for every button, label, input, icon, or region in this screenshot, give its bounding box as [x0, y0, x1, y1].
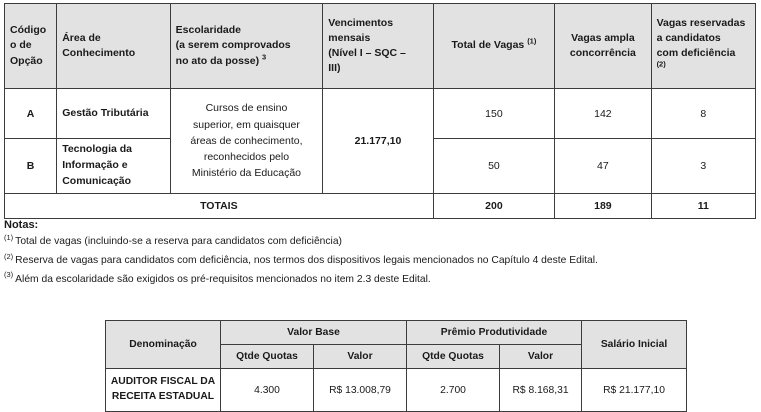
header-line: mensais [328, 31, 371, 44]
cell-ampla-b: 47 [555, 139, 651, 194]
cell-base-valor: R$ 13.008,79 [314, 369, 407, 412]
note-text-2: Reserva de vagas para candidatos com deficiência, nos termos dos dispositivos legais mencionados no Capítulo 4 deste Edital. [15, 255, 598, 267]
cell-premio-valor: R$ 8.168,31 [500, 369, 582, 412]
cell-total-vagas-a: 150 [433, 89, 554, 139]
column-header-base-qtde-quotas: Qtde Quotas [221, 345, 314, 369]
salary-table-header [106, 321, 687, 369]
header-text: no ato da posse) [175, 54, 260, 67]
note-marker-1: (1) [4, 232, 14, 242]
table-row [106, 369, 687, 412]
header-line: com deficiência [656, 47, 736, 59]
table-row [5, 89, 756, 139]
escolaridade-line: superior, em quaisquer [193, 118, 300, 131]
column-header-premio-qtde-quotas: Qtde Quotas [407, 345, 500, 369]
escolaridade-line: Ministério da Educação [191, 167, 302, 180]
area-line: Comunicação [62, 174, 132, 187]
header-line: o de [10, 39, 32, 52]
salary-table-body [106, 369, 687, 412]
column-header-valor-base: Valor Base [221, 321, 407, 345]
cell-reservadas-a: 8 [651, 89, 755, 139]
cell-totals-reservadas: 11 [651, 194, 755, 219]
column-header-codigo-opcao [5, 4, 57, 89]
notes-title: Notas: [4, 219, 39, 231]
column-header-base-valor: Valor [314, 345, 407, 369]
header-line: concorrência [569, 47, 636, 59]
header-line [176, 54, 318, 69]
note-marker-2: (2) [4, 251, 14, 261]
note-text-1: Total de vagas (incluindo-se a reserva para candidatos com deficiência) [15, 236, 342, 248]
cell-premio-qtde-quotas: 2.700 [407, 369, 500, 412]
area-line: Informação e [62, 159, 128, 172]
escolaridade-line: Cursos de ensino [205, 102, 288, 115]
table-row-totals [5, 194, 756, 219]
column-header-vagas-reservadas-deficiencia [651, 4, 755, 89]
column-header-total-vagas [433, 4, 554, 89]
header-line [657, 61, 750, 76]
note-item-1 [4, 232, 756, 249]
cell-totals-total-vagas: 200 [433, 194, 554, 219]
cell-codigo-a: A [5, 89, 57, 139]
cell-escolaridade-merged [170, 89, 323, 194]
cell-area-a: Gestão Tributária [57, 89, 170, 139]
column-header-salario-inicial: Salário Inicial [582, 321, 687, 369]
footnote-marker-1: (1) [527, 36, 537, 46]
cell-total-vagas-b: 50 [433, 139, 554, 194]
table-header-row [5, 4, 756, 89]
note-text-3: Além da escolaridade são exigidos os pré-requisitos mencionados no item 2.3 deste Edital. [15, 273, 431, 285]
header-line: (a serem comprovados [175, 39, 291, 52]
escolaridade-line: áreas de conhecimento, [190, 134, 303, 147]
salary-table [105, 320, 687, 412]
header-line: III) [328, 62, 341, 75]
header-line: Vagas reservadas [656, 16, 746, 29]
column-header-area-conhecimento [57, 4, 170, 89]
column-header-premio-valor: Valor [500, 345, 582, 369]
header-line: Vencimentos [328, 16, 394, 29]
cell-codigo-b: B [5, 139, 57, 194]
header-line: Opção [10, 54, 43, 67]
column-header-vencimentos-mensais [323, 4, 433, 89]
note-marker-3: (3) [4, 270, 14, 280]
cell-totals-ampla: 189 [555, 194, 651, 219]
note-item-2 [4, 251, 756, 268]
header-line: a candidatos [656, 31, 721, 44]
header-text: Total de Vagas [451, 39, 525, 52]
header-line: Área de [62, 31, 101, 44]
header-line: Código [10, 24, 47, 37]
denominacao-line: RECEITA ESTADUAL [111, 391, 215, 402]
footnote-marker-2: (2) [656, 59, 666, 69]
note-item-3 [4, 270, 756, 287]
header-line: Vagas ampla [571, 31, 635, 44]
cell-salario-inicial: R$ 21.177,10 [582, 369, 687, 412]
escolaridade-line: reconhecidos pelo [203, 151, 290, 164]
cell-vencimentos-merged: 21.177,10 [323, 89, 433, 194]
footnote-marker-3: 3 [262, 52, 267, 62]
cell-totals-label: TOTAIS [5, 194, 434, 219]
header-line: (Nível I – SQC – [328, 47, 406, 59]
cell-area-b [57, 139, 170, 194]
vacancy-table [4, 3, 756, 219]
column-header-escolaridade [170, 4, 323, 89]
column-header-vagas-ampla-concorrencia [555, 4, 651, 89]
cell-denominacao [106, 369, 221, 412]
column-header-premio-produtividade: Prêmio Produtividade [407, 321, 582, 345]
cell-base-qtde-quotas: 4.300 [221, 369, 314, 412]
header-line: Escolaridade [175, 24, 242, 37]
table-header-row-top [106, 321, 687, 345]
cell-reservadas-b: 3 [651, 139, 755, 194]
header-line: Conhecimento [62, 47, 136, 59]
area-line: Tecnologia da [62, 143, 133, 156]
column-header-denominacao: Denominação [106, 321, 221, 369]
notes-section [4, 219, 756, 293]
vacancy-table-header [5, 4, 756, 89]
vacancy-table-body [5, 89, 756, 219]
cell-ampla-a: 142 [555, 89, 651, 139]
denominacao-line: AUDITOR FISCAL DA [110, 376, 216, 388]
